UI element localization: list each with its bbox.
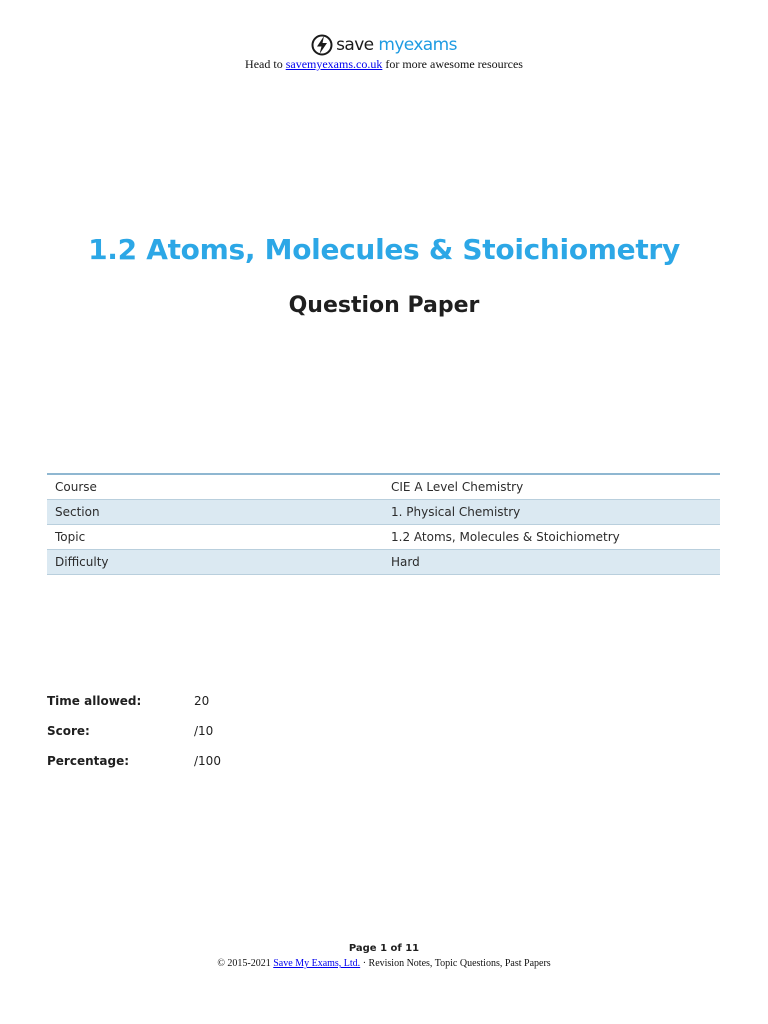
table-row [47,500,720,525]
page-subtitle: Question Paper [288,293,480,318]
stat-value: 20 [194,694,210,708]
savemyexams-link[interactable]: savemyexams.co.uk [285,57,383,71]
lightning-bolt-icon [311,34,333,56]
stat-label: Score: [47,724,90,738]
stat-value: /10 [194,724,214,738]
page-number: Page 1 of 11 [348,943,420,954]
stat-score [47,724,221,754]
save-my-exams-link[interactable]: Save My Exams, Ltd. [273,958,361,969]
stat-value: /100 [194,754,221,768]
row-label: Course [47,474,383,500]
row-value: 1.2 Atoms, Molecules & Stoichiometry [383,525,720,550]
table-row [47,550,720,575]
row-value: CIE A Level Chemistry [383,474,720,500]
row-label: Section [47,500,383,525]
stat-label: Percentage: [47,754,130,768]
table-row [47,525,720,550]
stat-label: Time allowed: [47,694,142,708]
stat-time-allowed [47,694,221,724]
table-row [47,474,720,500]
row-value: Hard [383,550,720,575]
logo [0,34,768,56]
footer-copyright: © 2015-2021 Save My Exams, Ltd. · Revision Notes, Topic Questions, Past Papers [217,958,551,969]
score-stats [47,694,221,784]
row-label: Difficulty [47,550,383,575]
row-label: Topic [47,525,383,550]
info-table [47,473,720,575]
row-value: 1. Physical Chemistry [383,500,720,525]
stat-percentage [47,754,221,784]
logo-text: save myexams [336,35,457,55]
page-title: 1.2 Atoms, Molecules & Stoichiometry [88,233,680,266]
tagline: Head to savemyexams.co.uk for more awesome resources [245,57,523,71]
